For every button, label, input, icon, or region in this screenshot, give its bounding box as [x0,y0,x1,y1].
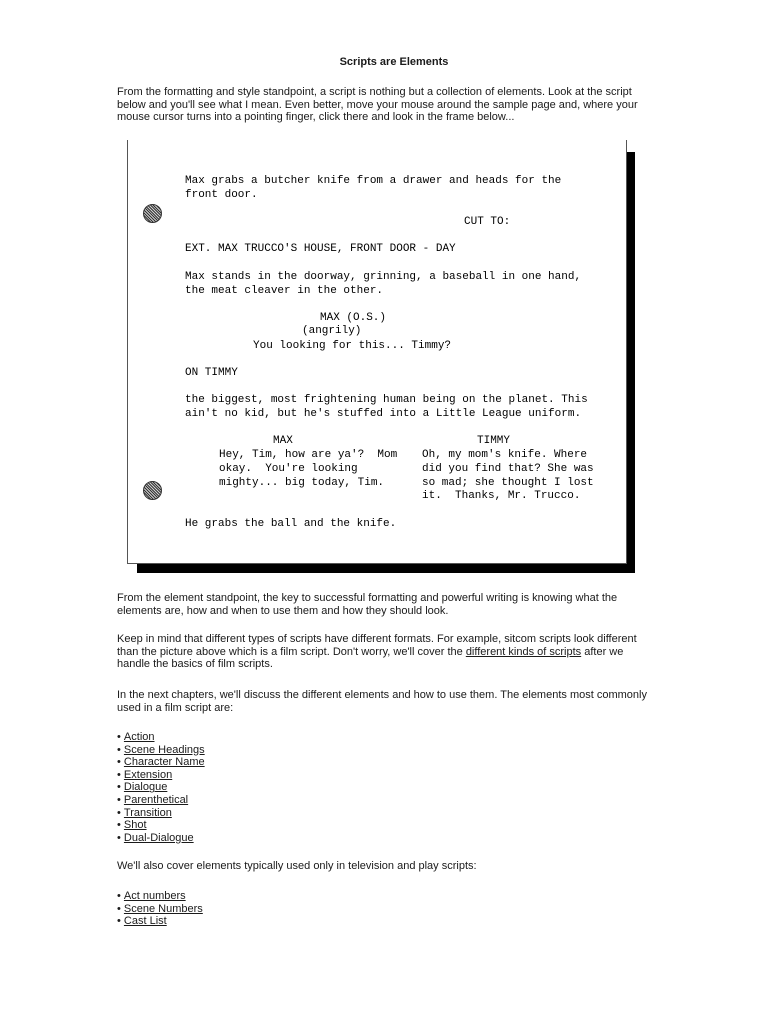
element-link-act-numbers[interactable]: Act numbers [123,890,186,902]
page-title: Scripts are Elements [339,56,449,68]
tv-elements-paragraph: We'll also cover elements typically used only in television and play scripts: [117,860,477,872]
next-chapters-paragraph: In the next chapters, we'll discuss the different elements and how to use them. The elements most commonly used in a film script are: [117,689,647,714]
element-link-shot[interactable]: Shot [123,819,147,832]
script-action[interactable]: Max stands in the doorway, grinning, a baseball in one hand, the meat cleaver in the other. [185,271,582,297]
script-parenthetical[interactable]: (angrily) [302,325,362,337]
list-item [117,769,205,782]
list-item [117,794,205,807]
list-item [117,756,205,769]
list-item [117,832,205,845]
script-action[interactable]: the biggest, most frightening human being on the planet. This ain't no kid, but he's stuffed into a Little League uniform. [185,394,588,420]
element-standpoint-paragraph: From the element standpoint, the key to successful formatting and powerful writing is knowing what the elements are, how and when to use them and how they should look. [117,592,618,617]
script-character-name[interactable]: MAX (O.S.) [320,312,387,324]
list-item [117,903,203,916]
element-link-cast-list[interactable]: Cast List [123,915,167,928]
element-link-dialogue[interactable]: Dialogue [123,781,168,794]
list-item [117,744,205,757]
list-item [117,731,205,744]
list-item [117,890,203,903]
element-link-extension[interactable]: Extension [123,768,173,781]
element-link-action[interactable]: Action [123,731,155,743]
element-link-character-name[interactable]: Character Name [123,756,205,769]
script-dialogue[interactable]: You looking for this... Timmy? [253,340,452,352]
element-link-scene-headings[interactable]: Scene Headings [123,743,205,756]
script-dual-dialogue-right[interactable]: Oh, my mom's knife. Where did you find that? She was so mad; she thought I lost it. Thanks, Mr. Trucco. [422,449,594,503]
element-link-dual-dialogue[interactable]: Dual-Dialogue [123,831,194,844]
script-action[interactable]: He grabs the ball and the knife. [185,518,397,530]
script-dual-character-right[interactable]: TIMMY [477,435,511,447]
list-item [117,915,203,928]
element-link-transition[interactable]: Transition [123,806,172,819]
element-link-scene-numbers[interactable]: Scene Numbers [123,902,203,915]
script-action[interactable]: Max grabs a butcher knife from a drawer and heads for the front door. [185,175,562,201]
list-item [117,807,205,820]
different-kinds-link[interactable]: different kinds of scripts [465,645,582,658]
script-shot[interactable]: ON TIMMY [185,367,238,379]
punch-hole-icon [143,481,162,500]
script-dual-dialogue-left[interactable]: Hey, Tim, how are ya'? Mom okay. You're looking mighty... big today, Tim. [219,449,398,489]
script-types-paragraph: Keep in mind that different types of scripts have different formats. For example, sitcom scripts look different than the picture above which is a film script. Don't worry, we'll cover the different kinds of scripts after we handle the basics of film scripts. [117,633,637,670]
script-scene-heading[interactable]: EXT. MAX TRUCCO'S HOUSE, FRONT DOOR - DAY [185,243,456,255]
punch-hole-icon [143,204,162,223]
script-dual-character-left[interactable]: MAX [273,435,293,447]
script-transition[interactable]: CUT TO: [464,216,511,228]
list-item [117,819,205,832]
film-elements-list [117,731,205,844]
intro-paragraph: From the formatting and style standpoint, a script is nothing but a collection of elements. Look at the script below and you'll see what I mean. Even better, move your mouse around the sample page and, where your mouse cursor turns into a pointing finger, click there and look in the frame below... [117,86,638,123]
list-item [117,781,205,794]
element-link-parenthetical[interactable]: Parenthetical [123,793,189,806]
tv-elements-list [117,890,203,928]
